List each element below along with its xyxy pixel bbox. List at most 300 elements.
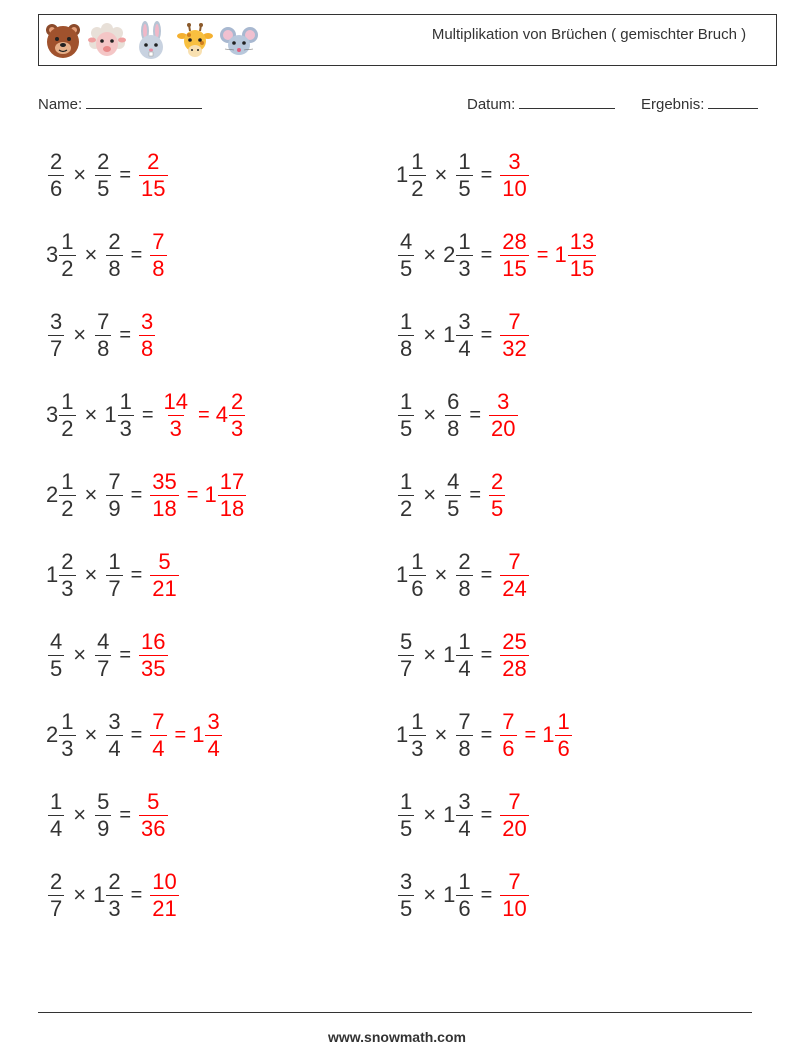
equals-sign: = (480, 163, 493, 186)
answer (487, 389, 519, 442)
bear-icon (43, 21, 83, 61)
denominator: 7 (108, 575, 121, 601)
fraction (500, 709, 516, 762)
fraction (205, 709, 221, 762)
times-sign: × (423, 402, 437, 427)
numerator: 3 (508, 148, 521, 174)
times-sign: × (73, 802, 87, 827)
equals-sign: = (141, 403, 154, 426)
whole-number: 2 (443, 242, 456, 267)
fraction (48, 629, 64, 682)
denominator: 5 (400, 815, 413, 841)
denominator: 7 (400, 655, 413, 681)
result-label: Ergebnis: (641, 96, 705, 113)
numerator: 3 (400, 868, 413, 894)
problem-item (46, 300, 157, 370)
equals-sign: = (130, 243, 143, 266)
denominator: 4 (50, 815, 63, 841)
times-sign: × (84, 402, 98, 427)
denominator: 24 (502, 575, 527, 601)
numerator: 13 (569, 228, 595, 254)
fraction (409, 149, 425, 202)
answer (148, 469, 248, 522)
denominator: 15 (569, 255, 595, 281)
denominator: 2 (61, 495, 74, 521)
denominator: 20 (502, 815, 527, 841)
answer (137, 789, 169, 842)
answer (498, 549, 530, 602)
numerator: 1 (458, 228, 471, 254)
times-sign: × (423, 482, 437, 507)
times-sign: × (434, 562, 448, 587)
equals-sign: = (480, 723, 493, 746)
equals-sign: = (119, 163, 132, 186)
denominator: 6 (50, 175, 63, 201)
numerator: 17 (219, 468, 245, 494)
equals-sign: = (480, 803, 493, 826)
numerator: 7 (152, 708, 165, 734)
fraction (500, 629, 528, 682)
equals-sign: = (130, 723, 143, 746)
numerator: 2 (458, 548, 471, 574)
numerator: 3 (497, 388, 510, 414)
problem-item (396, 620, 531, 690)
answer-equals-sign: = (536, 243, 549, 266)
problem-item (396, 700, 574, 770)
times-sign: × (84, 482, 98, 507)
equals-sign: = (480, 883, 493, 906)
fraction (48, 789, 64, 842)
numerator: 2 (147, 148, 160, 174)
result-blank[interactable] (708, 94, 758, 109)
problem-item (46, 780, 170, 850)
problem-item (46, 620, 170, 690)
fraction (150, 469, 178, 522)
answer (498, 309, 530, 362)
answer (498, 789, 530, 842)
denominator: 5 (400, 255, 413, 281)
fraction (150, 709, 166, 762)
denominator: 6 (557, 735, 570, 761)
problem-item (46, 380, 247, 450)
equals-sign: = (480, 643, 493, 666)
problem-item (46, 460, 248, 530)
fraction (500, 869, 528, 922)
numerator: 1 (108, 548, 121, 574)
denominator: 6 (458, 895, 471, 921)
numerator: 1 (411, 708, 424, 734)
problem-item (46, 860, 181, 930)
denominator: 3 (108, 895, 121, 921)
denominator: 8 (97, 335, 110, 361)
numerator: 2 (97, 148, 110, 174)
fraction (139, 629, 167, 682)
numerator: 2 (108, 868, 121, 894)
denominator: 7 (97, 655, 110, 681)
fraction (59, 389, 75, 442)
numerator: 10 (152, 868, 177, 894)
numerator: 3 (458, 788, 471, 814)
numerator: 1 (400, 388, 413, 414)
denominator: 2 (61, 415, 74, 441)
numerator: 3 (108, 708, 121, 734)
numerator: 1 (50, 788, 63, 814)
whole-number: 1 (396, 162, 409, 187)
answer-equals-sign: = (186, 483, 199, 506)
whole-number: 1 (104, 402, 117, 427)
denominator: 8 (141, 335, 154, 361)
numerator: 7 (508, 308, 521, 334)
denominator: 3 (169, 415, 182, 441)
fraction (106, 229, 122, 282)
denominator: 8 (447, 415, 460, 441)
denominator: 3 (61, 735, 74, 761)
whole-number: 1 (443, 642, 456, 667)
fraction (456, 309, 472, 362)
numerator: 1 (400, 788, 413, 814)
numerator: 1 (61, 468, 74, 494)
denominator: 7 (50, 335, 63, 361)
fraction (48, 149, 64, 202)
answer (498, 229, 598, 282)
numerator: 5 (97, 788, 110, 814)
problem-item (396, 780, 531, 850)
answer (498, 869, 530, 922)
denominator: 8 (458, 575, 471, 601)
denominator: 5 (447, 495, 460, 521)
problem-item (396, 540, 531, 610)
numerator: 1 (557, 708, 570, 734)
fraction (59, 709, 75, 762)
denominator: 9 (108, 495, 121, 521)
mouse-icon (219, 21, 259, 61)
denominator: 4 (108, 735, 121, 761)
denominator: 5 (400, 895, 413, 921)
numerator: 2 (50, 868, 63, 894)
numerator: 5 (147, 788, 160, 814)
denominator: 3 (119, 415, 132, 441)
denominator: 21 (152, 575, 177, 601)
whole-number: 2 (46, 482, 59, 507)
whole-number: 1 (46, 562, 59, 587)
numerator: 2 (61, 548, 74, 574)
times-sign: × (423, 242, 437, 267)
numerator: 1 (400, 468, 413, 494)
denominator: 3 (230, 415, 244, 441)
numerator: 6 (447, 388, 460, 414)
equals-sign: = (130, 563, 143, 586)
fraction (500, 309, 528, 362)
giraffe-icon (175, 21, 215, 61)
fraction (95, 629, 111, 682)
name-field[interactable] (38, 94, 202, 113)
whole-number: 1 (204, 482, 217, 507)
numerator: 2 (50, 148, 63, 174)
whole-number: 4 (215, 402, 228, 427)
whole-number: 1 (93, 882, 106, 907)
date-blank[interactable] (519, 94, 615, 109)
fraction (456, 629, 472, 682)
denominator: 2 (400, 495, 413, 521)
denominator: 6 (502, 735, 515, 761)
whole-number: 3 (46, 402, 59, 427)
fraction (445, 469, 461, 522)
numerator: 7 (508, 788, 521, 814)
fraction (139, 149, 167, 202)
numerator: 7 (458, 708, 471, 734)
denominator: 8 (458, 735, 471, 761)
fraction (398, 309, 414, 362)
footer-divider (38, 1012, 752, 1013)
problem-item (396, 460, 507, 530)
denominator: 20 (491, 415, 516, 441)
numerator: 16 (141, 628, 166, 654)
denominator: 3 (458, 255, 471, 281)
denominator: 3 (411, 735, 424, 761)
fraction (555, 709, 571, 762)
equals-sign: = (130, 883, 143, 906)
denominator: 4 (207, 735, 220, 761)
fraction (95, 309, 111, 362)
equals-sign: = (480, 243, 493, 266)
answer (498, 709, 573, 762)
denominator: 4 (458, 655, 471, 681)
fraction (456, 149, 472, 202)
fraction (59, 549, 75, 602)
denominator: 15 (502, 255, 527, 281)
numerator: 5 (400, 628, 413, 654)
answer (137, 309, 157, 362)
numerator: 2 (230, 388, 244, 414)
fraction (489, 389, 517, 442)
times-sign: × (423, 882, 437, 907)
equals-sign: = (119, 803, 132, 826)
equals-sign: = (469, 483, 482, 506)
fraction (456, 789, 472, 842)
fraction (95, 789, 111, 842)
fraction (106, 709, 122, 762)
numerator: 3 (207, 708, 220, 734)
fraction (456, 229, 472, 282)
fraction (229, 389, 245, 442)
answer-equals-sign: = (174, 723, 187, 746)
equals-sign: = (480, 323, 493, 346)
denominator: 5 (50, 655, 63, 681)
equals-sign: = (119, 323, 132, 346)
numerator: 1 (458, 148, 471, 174)
problem-item (46, 540, 181, 610)
fraction (150, 869, 178, 922)
animal-icons (43, 21, 259, 61)
numerator: 4 (50, 628, 63, 654)
numerator: 7 (508, 868, 521, 894)
fraction (398, 389, 414, 442)
times-sign: × (73, 882, 87, 907)
fraction (162, 389, 190, 442)
denominator: 2 (61, 255, 74, 281)
whole-number: 1 (192, 722, 205, 747)
fraction (456, 869, 472, 922)
worksheet-header (38, 14, 777, 66)
numerator: 7 (97, 308, 110, 334)
denominator: 5 (458, 175, 471, 201)
fraction (150, 549, 178, 602)
answer (148, 549, 180, 602)
problem-item (396, 300, 531, 370)
denominator: 8 (152, 255, 165, 281)
fraction (398, 629, 414, 682)
fraction (398, 869, 414, 922)
fraction (500, 229, 528, 282)
denominator: 15 (141, 175, 166, 201)
fraction (59, 229, 75, 282)
numerator: 1 (411, 548, 424, 574)
denominator: 5 (97, 175, 110, 201)
fraction (106, 549, 122, 602)
denominator: 36 (141, 815, 166, 841)
whole-number: 1 (542, 722, 555, 747)
footer-url: www.snowmath.com (328, 1029, 466, 1045)
fraction (500, 549, 528, 602)
equals-sign: = (130, 483, 143, 506)
fraction (500, 149, 528, 202)
problem-item (396, 860, 531, 930)
answer-equals-sign: = (524, 723, 537, 746)
answer (148, 229, 168, 282)
numerator: 35 (152, 468, 177, 494)
numerator: 5 (158, 548, 171, 574)
times-sign: × (84, 242, 98, 267)
answer (160, 389, 248, 442)
denominator: 18 (152, 495, 177, 521)
times-sign: × (434, 162, 448, 187)
fraction (106, 869, 122, 922)
fraction (139, 309, 155, 362)
whole-number: 1 (554, 242, 567, 267)
whole-number: 1 (443, 802, 456, 827)
answer-equals-sign: = (198, 403, 210, 426)
denominator: 6 (411, 575, 424, 601)
times-sign: × (84, 722, 98, 747)
fraction (59, 469, 75, 522)
numerator: 1 (61, 708, 74, 734)
equals-sign: = (480, 563, 493, 586)
problem-item (46, 220, 169, 290)
times-sign: × (73, 322, 87, 347)
fraction (118, 389, 134, 442)
numerator: 1 (411, 148, 424, 174)
times-sign: × (423, 642, 437, 667)
denominator: 28 (502, 655, 527, 681)
fraction (500, 789, 528, 842)
date-field[interactable] (467, 94, 615, 113)
denominator: 32 (502, 335, 527, 361)
rabbit-icon (131, 21, 171, 61)
numerator: 1 (458, 868, 471, 894)
numerator: 7 (508, 548, 521, 574)
worksheet-title: Multiplikation von Brüchen ( gemischter Bruch ) (431, 26, 747, 43)
fraction (218, 469, 246, 522)
denominator: 8 (400, 335, 413, 361)
fraction (456, 709, 472, 762)
fraction (456, 549, 472, 602)
denominator: 35 (141, 655, 166, 681)
fraction (48, 869, 64, 922)
numerator: 4 (97, 628, 110, 654)
numerator: 1 (458, 628, 471, 654)
numerator: 3 (50, 308, 63, 334)
fraction (106, 469, 122, 522)
numerator: 3 (458, 308, 471, 334)
answer (137, 149, 169, 202)
problem-item (396, 380, 520, 450)
numerator: 2 (491, 468, 504, 494)
times-sign: × (423, 322, 437, 347)
denominator: 4 (458, 335, 471, 361)
whole-number: 2 (46, 722, 59, 747)
denominator: 5 (491, 495, 504, 521)
denominator: 3 (61, 575, 74, 601)
answer (148, 709, 223, 762)
fraction (398, 789, 414, 842)
whole-number: 3 (46, 242, 59, 267)
name-blank[interactable] (86, 94, 202, 109)
whole-number: 1 (443, 882, 456, 907)
numerator: 14 (163, 388, 189, 414)
fraction (568, 229, 596, 282)
fraction (398, 469, 414, 522)
numerator: 25 (502, 628, 527, 654)
denominator: 5 (400, 415, 413, 441)
numerator: 1 (119, 388, 132, 414)
answer (487, 469, 507, 522)
denominator: 10 (502, 895, 527, 921)
times-sign: × (423, 802, 437, 827)
times-sign: × (434, 722, 448, 747)
times-sign: × (84, 562, 98, 587)
denominator: 4 (152, 735, 165, 761)
numerator: 3 (141, 308, 154, 334)
sheep-icon (87, 21, 127, 61)
denominator: 7 (50, 895, 63, 921)
fraction (409, 549, 425, 602)
fraction (409, 709, 425, 762)
numerator: 7 (108, 468, 121, 494)
date-label: Datum: (467, 96, 516, 113)
fraction (489, 469, 505, 522)
numerator: 2 (108, 228, 121, 254)
fraction (48, 309, 64, 362)
times-sign: × (73, 162, 87, 187)
fraction (95, 149, 111, 202)
whole-number: 1 (396, 722, 409, 747)
numerator: 7 (502, 708, 515, 734)
fraction (139, 789, 167, 842)
answer (137, 629, 169, 682)
answer (148, 869, 180, 922)
whole-number: 1 (396, 562, 409, 587)
result-field[interactable] (641, 94, 758, 113)
denominator: 18 (219, 495, 245, 521)
fraction (398, 229, 414, 282)
problem-item (46, 140, 170, 210)
numerator: 4 (400, 228, 413, 254)
name-label: Name: (38, 96, 83, 113)
fraction (150, 229, 166, 282)
numerator: 1 (400, 308, 413, 334)
equals-sign: = (119, 643, 132, 666)
problem-item (396, 220, 598, 290)
